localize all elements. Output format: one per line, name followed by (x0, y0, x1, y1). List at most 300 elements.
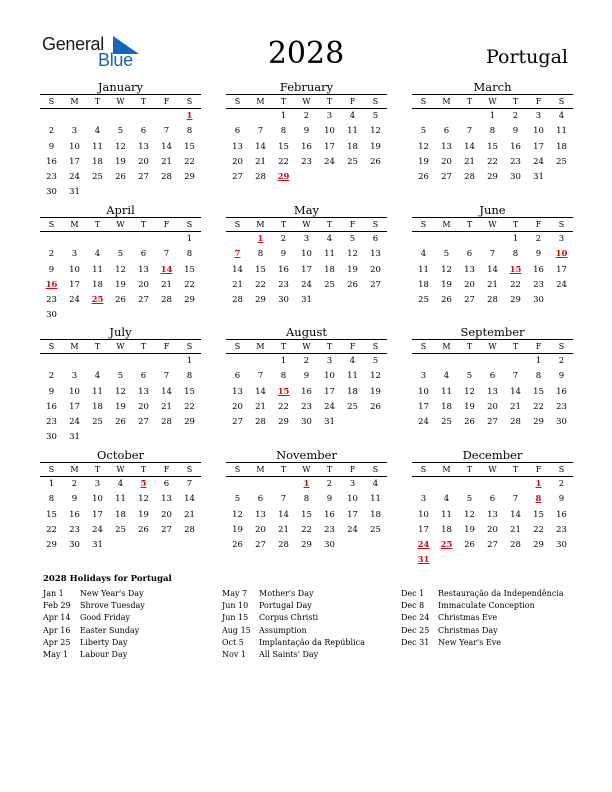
day-cell: 22 (184, 156, 195, 167)
empty-cell (550, 553, 573, 568)
day-cell: 18 (347, 141, 358, 152)
week-row (412, 140, 573, 155)
day-cell: 27 (370, 279, 381, 290)
month-title: January (40, 80, 201, 95)
day-cell: 25 (556, 156, 567, 167)
day-cell: 11 (92, 386, 103, 397)
day-cell: 27 (232, 417, 243, 428)
weekday-header (226, 463, 387, 477)
day-cell: 2 (280, 234, 287, 244)
day-cell: 13 (161, 494, 172, 505)
week-row (412, 293, 573, 308)
week-row (412, 124, 573, 139)
day-cell: 4 (443, 494, 450, 505)
month-title: November (226, 448, 387, 463)
empty-cell (178, 308, 201, 323)
week-row (412, 263, 573, 278)
empty-cell (178, 538, 201, 553)
empty-cell (249, 354, 272, 369)
empty-cell (435, 232, 458, 247)
day-cell: 6 (234, 126, 241, 137)
day-cell: 10 (69, 264, 80, 275)
month-october (40, 448, 201, 553)
day-cell: 20 (138, 279, 149, 290)
day-cell: 4 (94, 126, 101, 137)
day-cell: 31 (92, 540, 103, 551)
day-cell: 11 (347, 371, 358, 382)
holiday-item (401, 637, 564, 649)
empty-cell (226, 232, 249, 247)
holiday-day-cell: 1 (303, 479, 310, 489)
holiday-list-title: 2028 Holidays for Portugal (43, 574, 172, 584)
holiday-name: All Saints' Day (259, 649, 319, 659)
day-cell: 17 (556, 264, 567, 275)
day-cell: 20 (441, 156, 452, 167)
day-cell: 22 (510, 279, 521, 290)
day-cell: 12 (464, 509, 475, 520)
day-cell: 9 (558, 371, 565, 382)
weekday-label: W (116, 220, 125, 229)
weekday-label: S (372, 97, 379, 106)
empty-cell (527, 553, 550, 568)
day-cell: 5 (466, 371, 473, 382)
empty-cell (318, 170, 341, 185)
holiday-date: Dec 25 (401, 625, 430, 635)
month-february (226, 80, 387, 185)
day-cell: 24 (69, 172, 80, 183)
day-cell: 9 (535, 249, 542, 260)
holiday-item (222, 637, 365, 649)
month-title: February (226, 80, 387, 95)
day-cell: 14 (487, 264, 498, 275)
day-cell: 20 (370, 264, 381, 275)
holiday-date: Apr 14 (43, 613, 71, 623)
day-cell: 30 (46, 310, 57, 321)
weekday-header (412, 340, 573, 354)
day-cell: 16 (324, 509, 335, 520)
day-cell: 11 (92, 141, 103, 152)
day-cell: 5 (349, 234, 356, 244)
week-row (412, 508, 573, 523)
empty-cell (86, 109, 109, 124)
holiday-name: Portugal Day (259, 601, 312, 611)
weekday-label: S (372, 465, 379, 474)
month-title: September (412, 325, 573, 340)
holiday-item (43, 625, 145, 637)
empty-cell (458, 354, 481, 369)
day-cell: 31 (324, 417, 335, 428)
weekday-label: W (116, 97, 125, 106)
empty-cell (40, 354, 63, 369)
day-cell: 11 (441, 386, 452, 397)
day-cell: 10 (418, 509, 429, 520)
holiday-date: May 7 (222, 589, 248, 598)
day-cell: 24 (301, 279, 312, 290)
holiday-name: Labour Day (80, 649, 128, 659)
day-cell: 14 (232, 264, 243, 275)
weekday-header (412, 463, 573, 477)
month-title: August (226, 325, 387, 340)
weekday-label: F (349, 220, 356, 229)
day-cell: 16 (556, 386, 567, 397)
week-row (226, 278, 387, 293)
weekday-label: W (488, 220, 497, 229)
week-row (226, 508, 387, 523)
day-cell: 8 (280, 126, 287, 137)
empty-cell (412, 109, 435, 124)
day-cell: 22 (278, 156, 289, 167)
holiday-column (222, 588, 365, 661)
day-cell: 13 (138, 264, 149, 275)
day-cell: 18 (556, 141, 567, 152)
weekday-header (412, 95, 573, 109)
day-cell: 10 (533, 126, 544, 137)
day-cell: 9 (326, 494, 333, 505)
day-cell: 27 (464, 295, 475, 306)
day-cell: 5 (234, 494, 241, 505)
day-cell: 25 (92, 172, 103, 183)
weekday-label: T (512, 342, 519, 351)
day-cell: 9 (48, 264, 55, 275)
empty-cell (504, 477, 527, 492)
empty-cell (481, 354, 504, 369)
day-cell: 28 (487, 295, 498, 306)
empty-cell (481, 477, 504, 492)
weekday-label: S (420, 220, 427, 229)
week-row (412, 109, 573, 124)
day-cell: 21 (161, 401, 172, 412)
day-cell: 3 (420, 494, 427, 505)
day-cell: 18 (92, 401, 103, 412)
holiday-day-cell: 14 (160, 264, 173, 275)
day-cell: 29 (46, 540, 57, 551)
day-cell: 26 (115, 295, 126, 306)
holiday-day-cell: 1 (186, 111, 193, 121)
holiday-name: Christmas Eve (438, 613, 498, 623)
day-cell: 6 (443, 126, 450, 137)
empty-cell (86, 354, 109, 369)
day-cell: 27 (441, 172, 452, 183)
week-row (40, 293, 201, 308)
day-cell: 25 (370, 524, 381, 535)
day-cell: 21 (161, 156, 172, 167)
holiday-name: Corpus Christi (259, 613, 319, 623)
empty-cell (435, 553, 458, 568)
empty-cell (178, 185, 201, 200)
day-cell: 19 (232, 524, 243, 535)
empty-cell (412, 477, 435, 492)
day-cell: 2 (558, 479, 565, 489)
weekday-label: W (488, 97, 497, 106)
holiday-name: New Year's Day (80, 589, 144, 598)
day-cell: 25 (324, 279, 335, 290)
day-cell: 23 (533, 279, 544, 290)
day-cell: 2 (512, 111, 519, 121)
day-cell: 13 (138, 141, 149, 152)
day-cell: 13 (464, 264, 475, 275)
day-cell: 4 (349, 111, 356, 121)
holiday-date: Dec 8 (401, 601, 425, 611)
week-row (412, 477, 573, 492)
day-cell: 17 (347, 509, 358, 520)
day-cell: 16 (510, 141, 521, 152)
day-cell: 20 (487, 401, 498, 412)
day-cell: 18 (92, 156, 103, 167)
weekday-label: S (234, 465, 241, 474)
day-cell: 1 (280, 111, 287, 121)
weekday-header (40, 463, 201, 477)
holiday-item (222, 600, 365, 612)
day-cell: 11 (347, 126, 358, 137)
weekday-label: T (512, 465, 519, 474)
week-row (40, 415, 201, 430)
holiday-item (222, 625, 365, 637)
day-cell: 17 (69, 156, 80, 167)
weekday-label: T (326, 220, 333, 229)
day-cell: 31 (301, 295, 312, 306)
weekday-label: T (280, 342, 287, 351)
day-cell: 8 (257, 249, 264, 260)
holiday-item (222, 612, 365, 624)
week-row (226, 232, 387, 247)
day-cell: 23 (46, 172, 57, 183)
holiday-name: Assumption (259, 625, 307, 635)
day-cell: 19 (115, 156, 126, 167)
empty-cell (458, 109, 481, 124)
day-cell: 17 (69, 401, 80, 412)
day-cell: 7 (186, 479, 193, 489)
week-row (226, 492, 387, 507)
day-cell: 16 (46, 156, 57, 167)
day-cell: 7 (163, 126, 170, 137)
empty-cell (481, 232, 504, 247)
empty-cell (86, 185, 109, 200)
holiday-date: Aug 15 (222, 625, 251, 635)
day-cell: 7 (257, 126, 264, 137)
day-cell: 2 (48, 126, 55, 137)
day-cell: 30 (324, 540, 335, 551)
day-cell: 7 (163, 249, 170, 260)
empty-cell (226, 354, 249, 369)
day-cell: 25 (441, 417, 452, 428)
day-cell: 6 (489, 494, 496, 505)
day-cell: 18 (324, 264, 335, 275)
day-cell: 14 (255, 141, 266, 152)
day-cell: 19 (464, 401, 475, 412)
weekday-header (412, 218, 573, 232)
weekday-label: S (48, 342, 55, 351)
day-cell: 20 (138, 156, 149, 167)
empty-cell (272, 477, 295, 492)
day-cell: 8 (186, 249, 193, 260)
month-title: July (40, 325, 201, 340)
empty-cell (435, 109, 458, 124)
week-row (40, 523, 201, 538)
empty-cell (155, 109, 178, 124)
day-cell: 27 (138, 295, 149, 306)
holiday-date: Dec 24 (401, 613, 430, 623)
holiday-day-cell: 5 (140, 479, 147, 489)
week-row (40, 492, 201, 507)
day-cell: 4 (372, 479, 379, 489)
weekday-label: W (302, 465, 311, 474)
day-cell: 11 (556, 126, 567, 137)
week-row (40, 140, 201, 155)
day-cell: 12 (115, 141, 126, 152)
day-cell: 26 (138, 524, 149, 535)
week-row (226, 400, 387, 415)
empty-cell (435, 477, 458, 492)
empty-cell (132, 538, 155, 553)
day-cell: 2 (326, 479, 333, 489)
weekday-label: F (535, 465, 542, 474)
day-cell: 21 (255, 401, 266, 412)
day-cell: 10 (347, 494, 358, 505)
holiday-item (401, 625, 564, 637)
empty-cell (86, 232, 109, 247)
weekday-label: M (442, 97, 451, 106)
weekday-label: S (48, 220, 55, 229)
day-cell: 14 (510, 509, 521, 520)
day-cell: 14 (464, 141, 475, 152)
week-row (412, 354, 573, 369)
day-cell: 1 (535, 356, 542, 366)
weekday-label: T (280, 465, 287, 474)
day-cell: 3 (420, 371, 427, 382)
weekday-label: W (116, 342, 125, 351)
week-row (412, 523, 573, 538)
holiday-day-cell: 15 (277, 386, 290, 397)
day-cell: 12 (232, 509, 243, 520)
empty-cell (412, 354, 435, 369)
week-row (412, 155, 573, 170)
week-row (226, 369, 387, 384)
empty-cell (132, 354, 155, 369)
week-row (226, 538, 387, 553)
day-cell: 12 (441, 264, 452, 275)
week-row (226, 415, 387, 430)
weekday-label: T (280, 220, 287, 229)
weekday-header (226, 95, 387, 109)
day-cell: 2 (535, 234, 542, 244)
week-row (40, 185, 201, 200)
day-cell: 28 (278, 540, 289, 551)
day-cell: 24 (347, 524, 358, 535)
weekday-label: T (140, 465, 147, 474)
weekday-label: F (349, 465, 356, 474)
weekday-label: F (163, 465, 170, 474)
day-cell: 30 (556, 540, 567, 551)
day-cell: 5 (420, 126, 427, 137)
week-row (412, 400, 573, 415)
holiday-day-cell: 1 (535, 479, 542, 489)
weekday-label: F (349, 97, 356, 106)
day-cell: 7 (280, 494, 287, 505)
day-cell: 22 (487, 156, 498, 167)
empty-cell (364, 293, 387, 308)
month-april (40, 203, 201, 324)
week-row (226, 523, 387, 538)
day-cell: 6 (372, 234, 379, 244)
week-row (412, 170, 573, 185)
day-cell: 9 (303, 126, 310, 137)
day-cell: 20 (232, 156, 243, 167)
day-cell: 3 (71, 126, 78, 137)
day-cell: 30 (556, 417, 567, 428)
empty-cell (458, 477, 481, 492)
day-cell: 18 (115, 509, 126, 520)
empty-cell (504, 553, 527, 568)
holiday-date: Jun 15 (222, 613, 249, 623)
day-cell: 8 (280, 371, 287, 382)
day-cell: 28 (510, 417, 521, 428)
weekday-label: W (302, 97, 311, 106)
weekday-label: S (372, 220, 379, 229)
logo-general-text: General (42, 34, 104, 54)
weekday-label: F (163, 97, 170, 106)
week-row (40, 354, 201, 369)
month-march (412, 80, 573, 185)
weekday-label: S (48, 97, 55, 106)
holiday-name: Good Friday (80, 613, 131, 623)
day-cell: 4 (326, 234, 333, 244)
week-row (226, 247, 387, 262)
weekday-label: S (372, 342, 379, 351)
day-cell: 26 (232, 540, 243, 551)
day-cell: 7 (512, 371, 519, 382)
day-cell: 6 (140, 371, 147, 382)
holiday-item (401, 588, 564, 600)
day-cell: 1 (186, 356, 193, 366)
weekday-label: T (326, 342, 333, 351)
empty-cell (178, 430, 201, 445)
day-cell: 26 (370, 401, 381, 412)
weekday-label: M (442, 465, 451, 474)
day-cell: 3 (349, 479, 356, 489)
day-cell: 12 (138, 494, 149, 505)
day-cell: 25 (347, 156, 358, 167)
day-cell: 26 (441, 295, 452, 306)
month-august (226, 325, 387, 430)
day-cell: 23 (556, 401, 567, 412)
day-cell: 4 (558, 111, 565, 121)
holiday-column (401, 588, 564, 649)
day-cell: 29 (533, 540, 544, 551)
day-cell: 5 (117, 371, 124, 382)
holiday-item (43, 612, 145, 624)
day-cell: 3 (303, 234, 310, 244)
holiday-item (222, 588, 365, 600)
week-row (412, 232, 573, 247)
empty-cell (550, 293, 573, 308)
day-cell: 22 (46, 524, 57, 535)
week-row (226, 155, 387, 170)
empty-cell (86, 430, 109, 445)
day-cell: 19 (464, 524, 475, 535)
calendar-year: 2028 (267, 36, 345, 71)
day-cell: 12 (115, 264, 126, 275)
weekday-label: T (326, 97, 333, 106)
day-cell: 15 (184, 141, 195, 152)
holiday-date: Nov 1 (222, 649, 246, 659)
empty-cell (295, 170, 318, 185)
day-cell: 25 (347, 401, 358, 412)
day-cell: 5 (117, 126, 124, 137)
holiday-day-cell: 24 (417, 540, 430, 551)
week-row (226, 385, 387, 400)
day-cell: 26 (464, 540, 475, 551)
day-cell: 26 (464, 417, 475, 428)
